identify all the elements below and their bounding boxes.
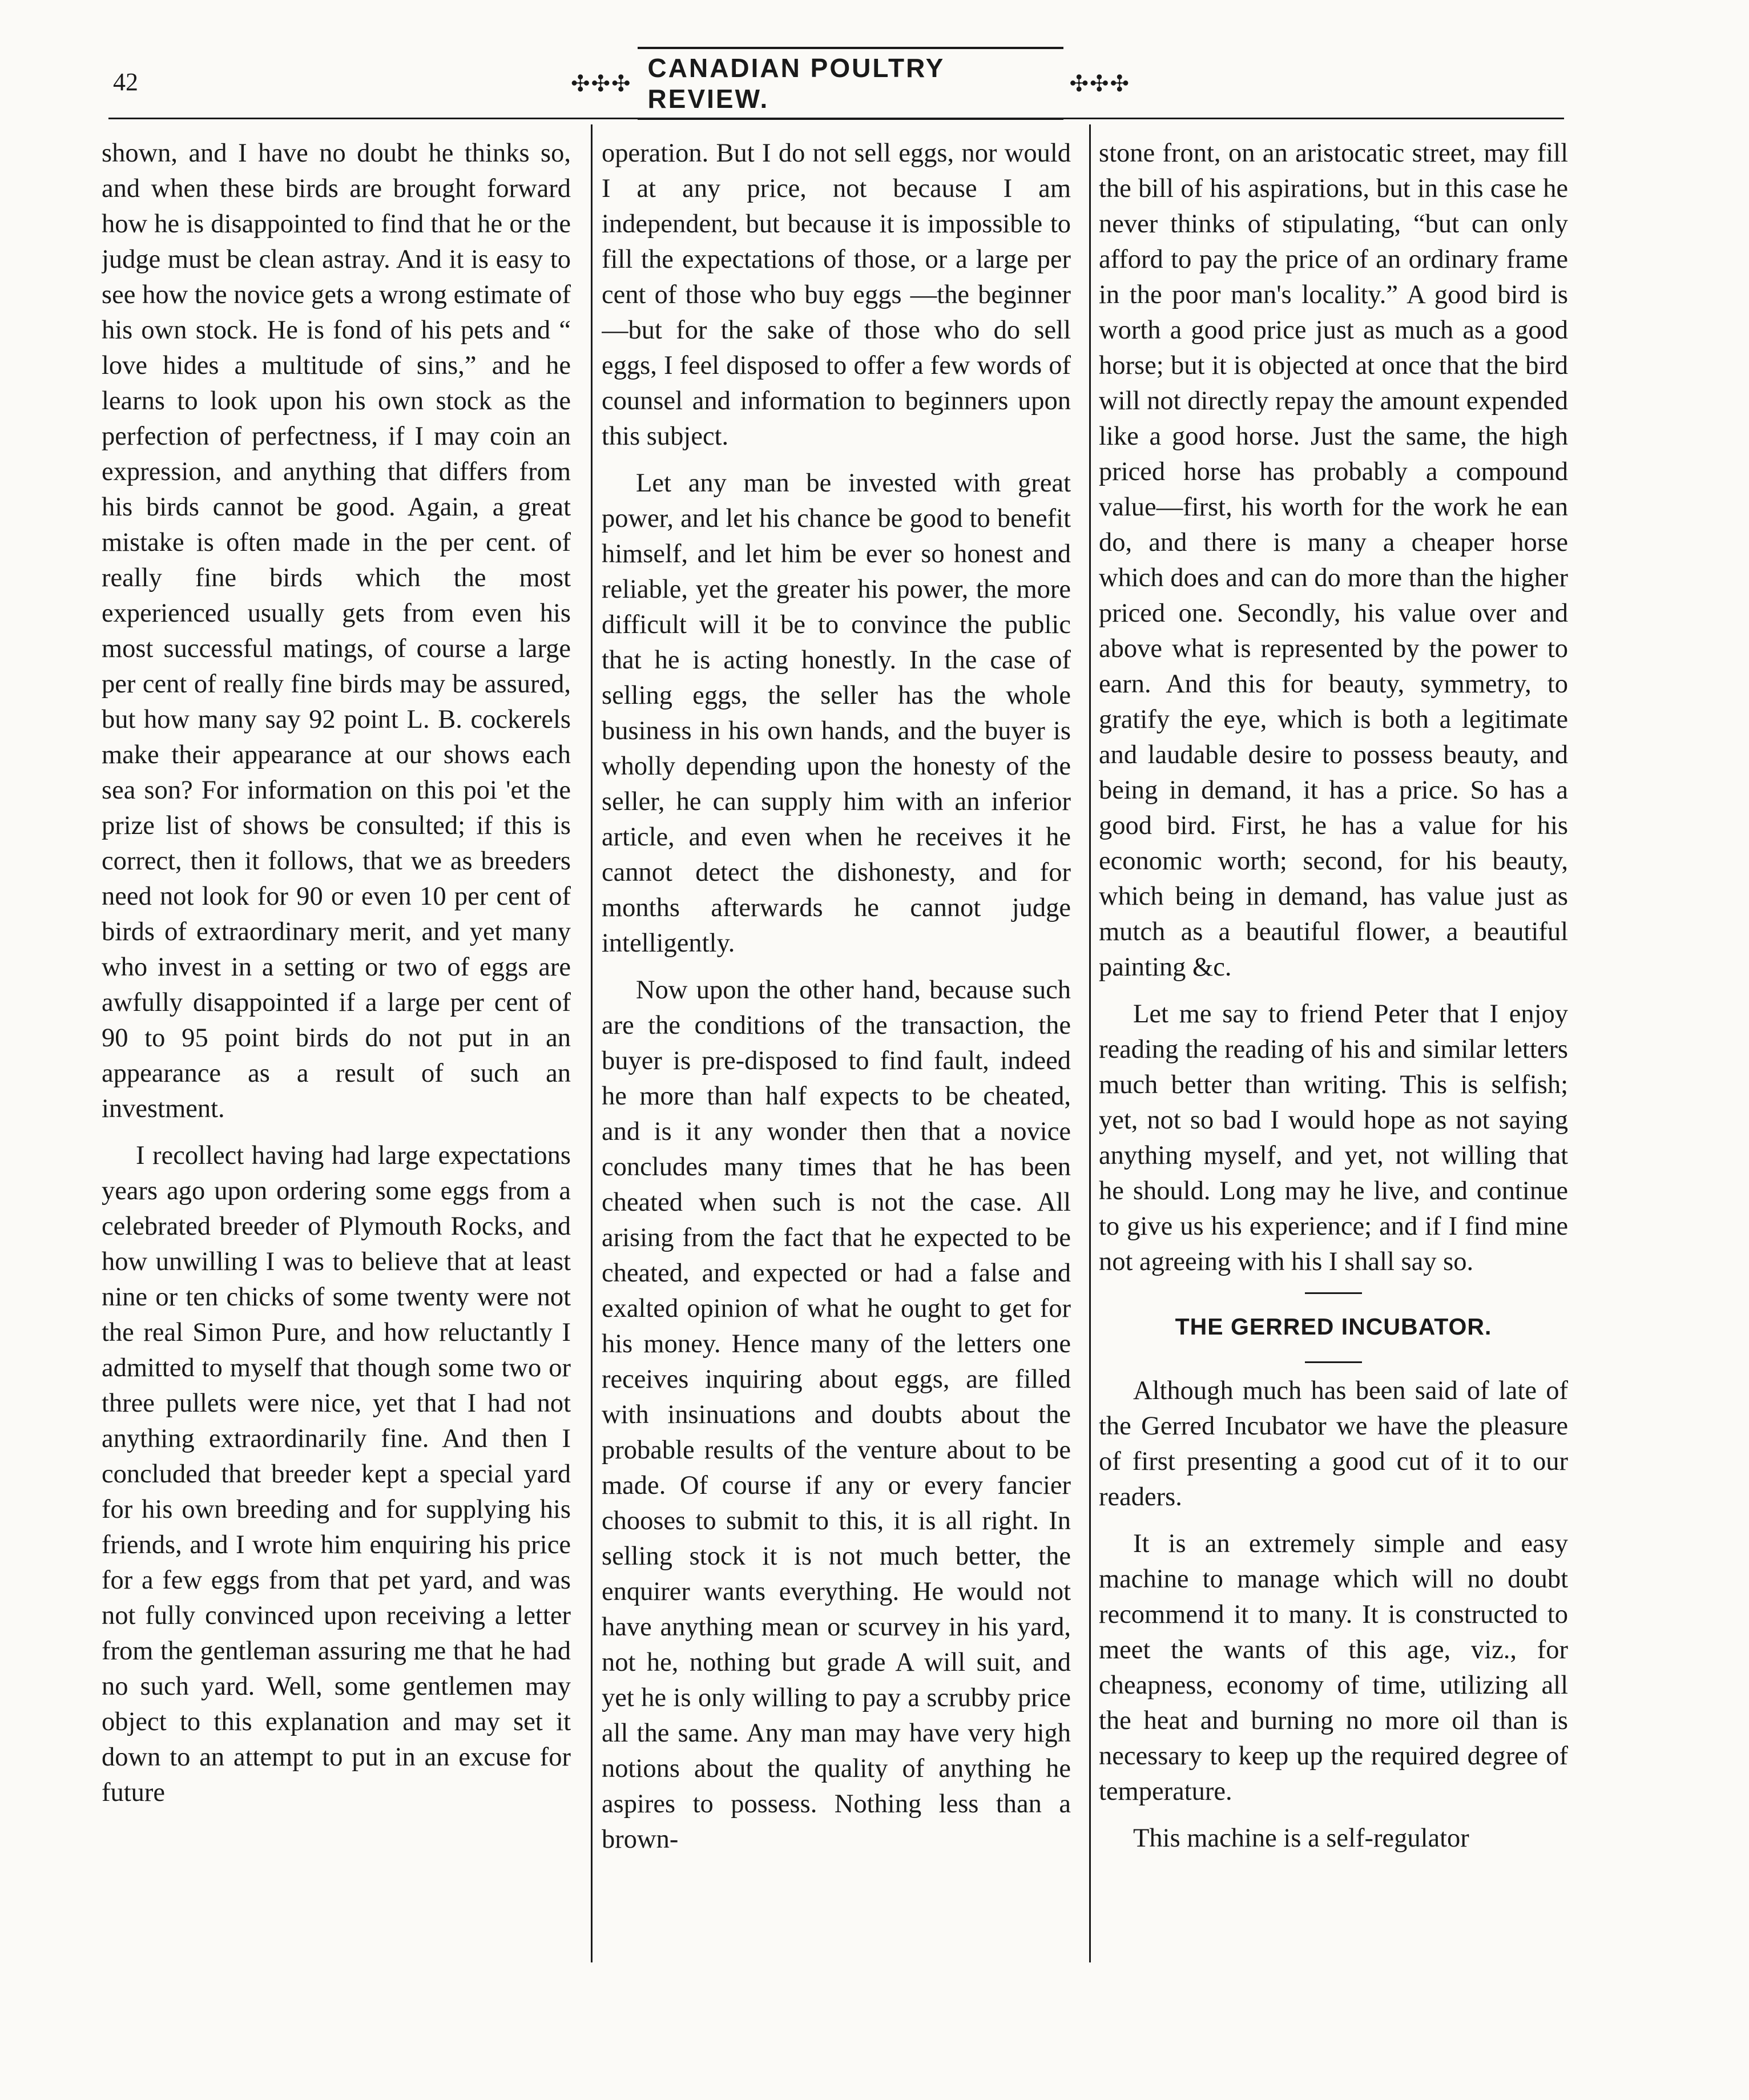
page-number: 42: [113, 68, 138, 96]
article-column-3: [1099, 136, 1568, 1957]
section-rule-bottom: [1305, 1361, 1362, 1363]
paragraph: It is an extremely simple and easy machine to manage which will no doubt recommend it to many. It is constructed to meet the wants of this age, viz., for cheapness, economy of time, utilizing all the heat and burning no more oil than is necessary to keep up the required degree of temperature.: [1099, 1529, 1568, 1806]
paragraph: shown, and I have no doubt he thinks so, and when these birds are brought forward how he is disappointed to find that he or the judge must be clean astray. And it is easy to see how the novice gets a wrong estimate of his own stock. He is fond of his pets and “ love hides a multitude of sins,” and he learns to look upon his own stock as the perfection of perfectness, if I may coin an expression, and anything that differs from his birds cannot be good. Again, a great mistake is often made in the per cent. of really fine birds which the most experienced usually gets from even his most successful matings, of course a large per cent of really fine birds may be assured, but how many say 92 point L. B. cockerels make their appearance at our shows each sea son? For information on this poi 'et the prize list of shows be consulted; if this is correct, then it follows, that we as breeders need not look for 90 or even 10 per cent of birds of extraordinary merit, and yet many who invest in a setting or two of eggs are awfully disappointed if a large per cent of 90 to 95 point birds do not put in an appearance as a result of such an investment.: [102, 139, 571, 1123]
paragraph: Although much has been said of late of the Gerred Incubator we have the pleasure of first presenting a good cut of it to our readers.: [1099, 1376, 1568, 1511]
paragraph: operation. But I do not sell eggs, nor would I at any price, not because I am independent, but because it is impossible to fill the expectations of those, or a large per cent of those who buy eggs —the beginner—but for the sake of those who do sell eggs, I feel disposed to offer a few words of counsel and information to beginners upon this subject.: [602, 139, 1071, 451]
paragraph: Let me say to friend Peter that I enjoy reading the reading of his and similar letters much better than writing. This is selfish; yet, not so bad I would hope as not saying anything myself, and yet, not willing that he should. Long may he live, and continue to give us his experience; and if I find mine not agreeing with his I shall say so.: [1099, 999, 1568, 1276]
column-divider-left: [591, 124, 593, 1962]
paragraph: Now upon the other hand, because such are the conditions of the transaction, the buyer is pre-disposed to find fault, indeed he more than half expects to be cheated, and is it any wonder then that a novice concludes many times that he has been cheated when such is not the case. All arising from the fact that he expected to be cheated, and expected or had a false and exalted opinion of what he ought to get for his money. Hence many of the letters one receives inquiring about eggs, are filled with insinuations and doubts about the probable results of the venture about to be made. Of course if any or every fancier chooses to submit to this, it is all right. In selling stock it is not much better, the enquirer wants everything. He would not have anything mean or scurvey in his yard, not he, nothing but grade A will suit, and yet he is only willing to pay a scrubby price all the same. Any man may have very high notions about the quality of anything he aspires to possess. Nothing less than a brown-: [602, 976, 1071, 1854]
paragraph: stone front, on an aristocatic street, may fill the bill of his aspirations, but in this case he never thinks of stipulating, “but can only afford to pay the price of an ordinary frame in the poor man's locality.” A good bird is worth a good price just as much as a good horse; but it is objected at once that the bird will not directly repay the amount expended like a good horse. Just the same, the high priced horse has probably a compound value—first, his worth for the work he ean do, and there is many a cheaper horse which does and can do more than the higher priced one. Secondly, his value over and above what is represented by the power to earn. And this for beauty, symmetry, to gratify the eye, which is both a legitimate and laudable desire to possess beauty, and being in demand, it has a price. So has a good bird. First, he has a value for his economic worth; second, for his beauty, which being in demand, has value just as mutch as a beautiful flower, a beautiful painting &c.: [1099, 139, 1568, 982]
paragraph: This machine is a self-regulator: [1133, 1824, 1469, 1853]
article-column-2: [602, 136, 1071, 1957]
publication-title: CANADIAN POULTRY REVIEW.: [638, 47, 1064, 120]
ornament-left-icon: ✣✣✣: [571, 70, 632, 96]
section-rule-top: [1305, 1292, 1362, 1294]
paragraph: Let any man be invested with great power, and let his chance be good to benefit himself, and let him be ever so honest and reliable, yet the greater his power, the more difficult will it be to convince the public that he is acting honestly. In the case of selling eggs, the seller has the whole business in his own hands, and the buyer is wholly depending upon the honesty of the seller, he can supply him with an inferior article, and even when he receives it he cannot detect the dishonesty, and for months afterwards he cannot judge intelligently.: [602, 469, 1071, 958]
ornament-right-icon: ✣✣✣: [1069, 70, 1130, 96]
header-rule: [108, 118, 1564, 119]
section-heading-block: [1099, 1292, 1568, 1363]
masthead: [571, 53, 1130, 114]
section-title: THE GERRED INCUBATOR.: [1175, 1313, 1492, 1340]
article-column-1: [102, 136, 571, 1957]
column-divider-right: [1089, 124, 1091, 1962]
paragraph: I recollect having had large expectations years ago upon ordering some eggs from a celebrated breeder of Plymouth Rocks, and how unwilling I was to believe that at least nine or ten chicks of some twenty were not the real Simon Pure, and how reluctantly I admitted to myself that though some two or three pullets were nice, yet that I had not anything extraordinarily fine. And then I concluded that breeder kept a special yard for his own breeding and for supplying his friends, and I wrote him enquiring his price for a few eggs from that pet yard, and was not fully convinced upon receiving a letter from the gentleman assuring me that he had no such yard. Well, some gentlemen may object to this explanation and may set it down to an attempt to put in an excuse for future: [102, 1141, 571, 1807]
